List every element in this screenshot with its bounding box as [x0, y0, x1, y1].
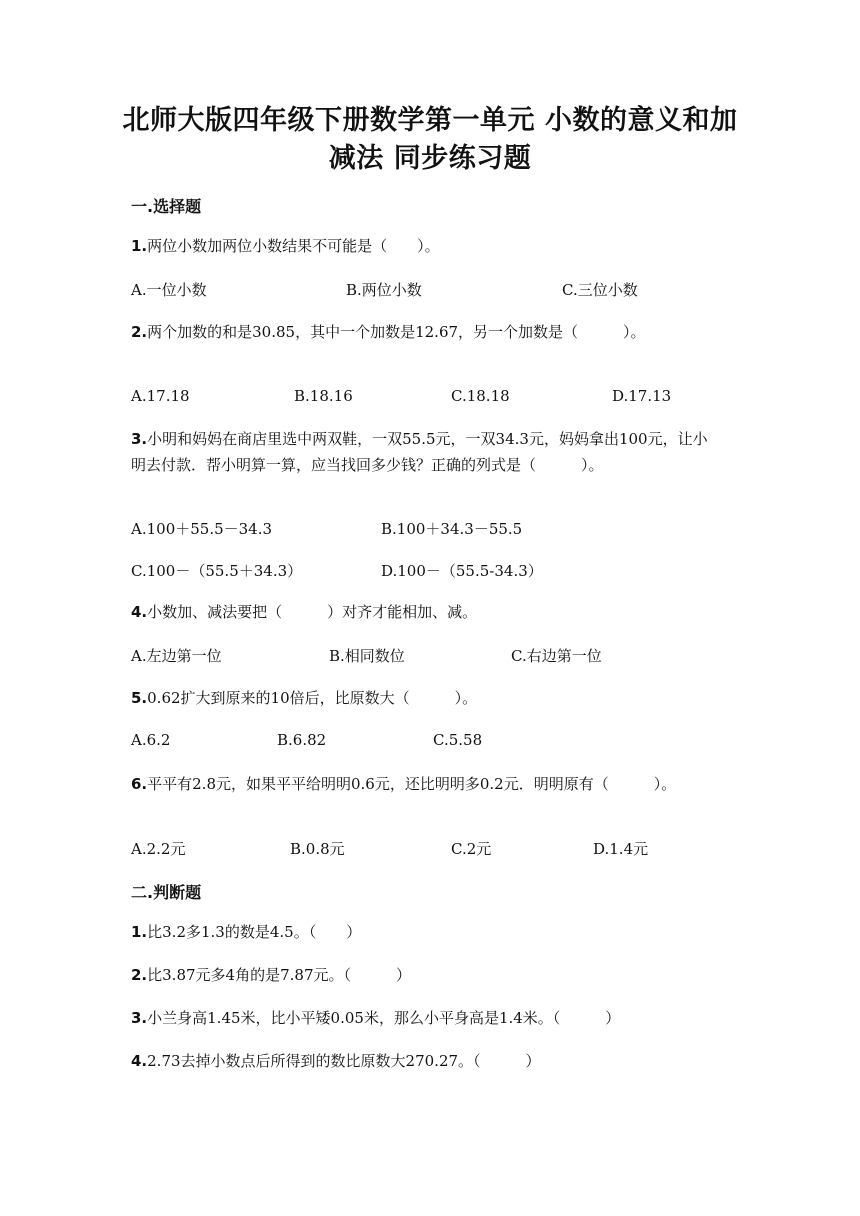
page-title-line-1: 北师大版四年级下册数学第一单元 小数的意义和加 [122, 105, 738, 136]
question-text: 平平有2.8元，如果平平给明明0.6元，还比明明多0.2元．明明原有（ ）。 [147, 775, 677, 793]
choice-3-option-b: B.100＋34.3－55.5 [381, 520, 523, 538]
choice-3-option-a: A.100＋55.5－34.3 [131, 520, 273, 538]
judge-question-2 [131, 962, 731, 988]
question-text: 两个加数的和是30.85，其中一个加数是12.67，另一个加数是（ ）。 [147, 323, 646, 341]
choice-1-option-c: C.三位小数 [562, 281, 638, 299]
question-number: 5. [131, 689, 148, 707]
choice-2-option-b: B.18.16 [294, 387, 353, 405]
question-text: 比3.2多1.3的数是4.5。（ ） [147, 923, 362, 941]
question-number: 3. [131, 430, 148, 448]
page-title-line-2: 减法 同步练习题 [328, 143, 532, 174]
question-number: 4. [131, 603, 148, 621]
question-text: 小兰身高1.45米，比小平矮0.05米，那么小平身高是1.4米。（ ） [147, 1009, 621, 1027]
judge-question-3 [131, 1005, 771, 1031]
choice-1-option-b: B.两位小数 [346, 281, 422, 299]
question-text: 比3.87元多4角的是7.87元。（ ） [147, 966, 411, 984]
choice-6-option-b: B.0.8元 [290, 840, 345, 858]
judge-question-1 [131, 919, 731, 945]
choice-question-1 [131, 233, 731, 259]
choice-question-6 [131, 771, 706, 797]
section-heading-choice: 一.选择题 [131, 197, 202, 216]
question-text: 小明和妈妈在商店里选中两双鞋，一双55.5元，一双34.3元，妈妈拿出100元，让小明去付款．帮小明算一算，应当找回多少钱？正确的列式是（ ）。 [131, 430, 708, 474]
question-number: 4. [131, 1052, 148, 1070]
choice-6-option-a: A.2.2元 [131, 840, 186, 858]
choice-5-option-b: B.6.82 [277, 731, 327, 749]
choice-6-option-d: D.1.4元 [593, 840, 649, 858]
page-title [110, 102, 750, 178]
question-number: 3. [131, 1009, 148, 1027]
choice-5-option-a: A.6.2 [131, 731, 171, 749]
choice-6-option-c: C.2元 [451, 840, 492, 858]
question-number: 6. [131, 775, 148, 793]
choice-5-option-c: C.5.58 [433, 731, 483, 749]
choice-2-option-d: D.17.13 [612, 387, 672, 405]
choice-2-option-c: C.18.18 [451, 387, 510, 405]
choice-4-option-a: A.左边第一位 [131, 647, 222, 665]
section-heading-judge: 二.判断题 [131, 883, 202, 902]
judge-question-4 [131, 1048, 731, 1074]
question-number: 1. [131, 237, 148, 255]
question-number: 2. [131, 966, 148, 984]
choice-3-option-c: C.100－（55.5＋34.3） [131, 562, 303, 580]
question-text: 两位小数加两位小数结果不可能是（ ）。 [147, 237, 440, 255]
question-text: 小数加、减法要把（ ）对齐才能相加、减。 [147, 603, 478, 621]
choice-4-option-b: B.相同数位 [329, 647, 405, 665]
choice-question-2 [131, 319, 651, 345]
choice-2-option-a: A.17.18 [131, 387, 190, 405]
choice-3-option-d: D.100－（55.5-34.3） [381, 562, 543, 580]
question-text: 2.73去掉小数点后所得到的数比原数大270.27。（ ） [147, 1052, 541, 1070]
question-number: 2. [131, 323, 148, 341]
question-text: 0.62扩大到原来的10倍后，比原数大（ ）。 [147, 689, 478, 707]
choice-question-3 [131, 426, 721, 478]
choice-1-option-a: A.一位小数 [131, 281, 207, 299]
choice-question-5 [131, 685, 731, 711]
choice-4-option-c: C.右边第一位 [511, 647, 602, 665]
choice-question-4 [131, 599, 731, 625]
question-number: 1. [131, 923, 148, 941]
